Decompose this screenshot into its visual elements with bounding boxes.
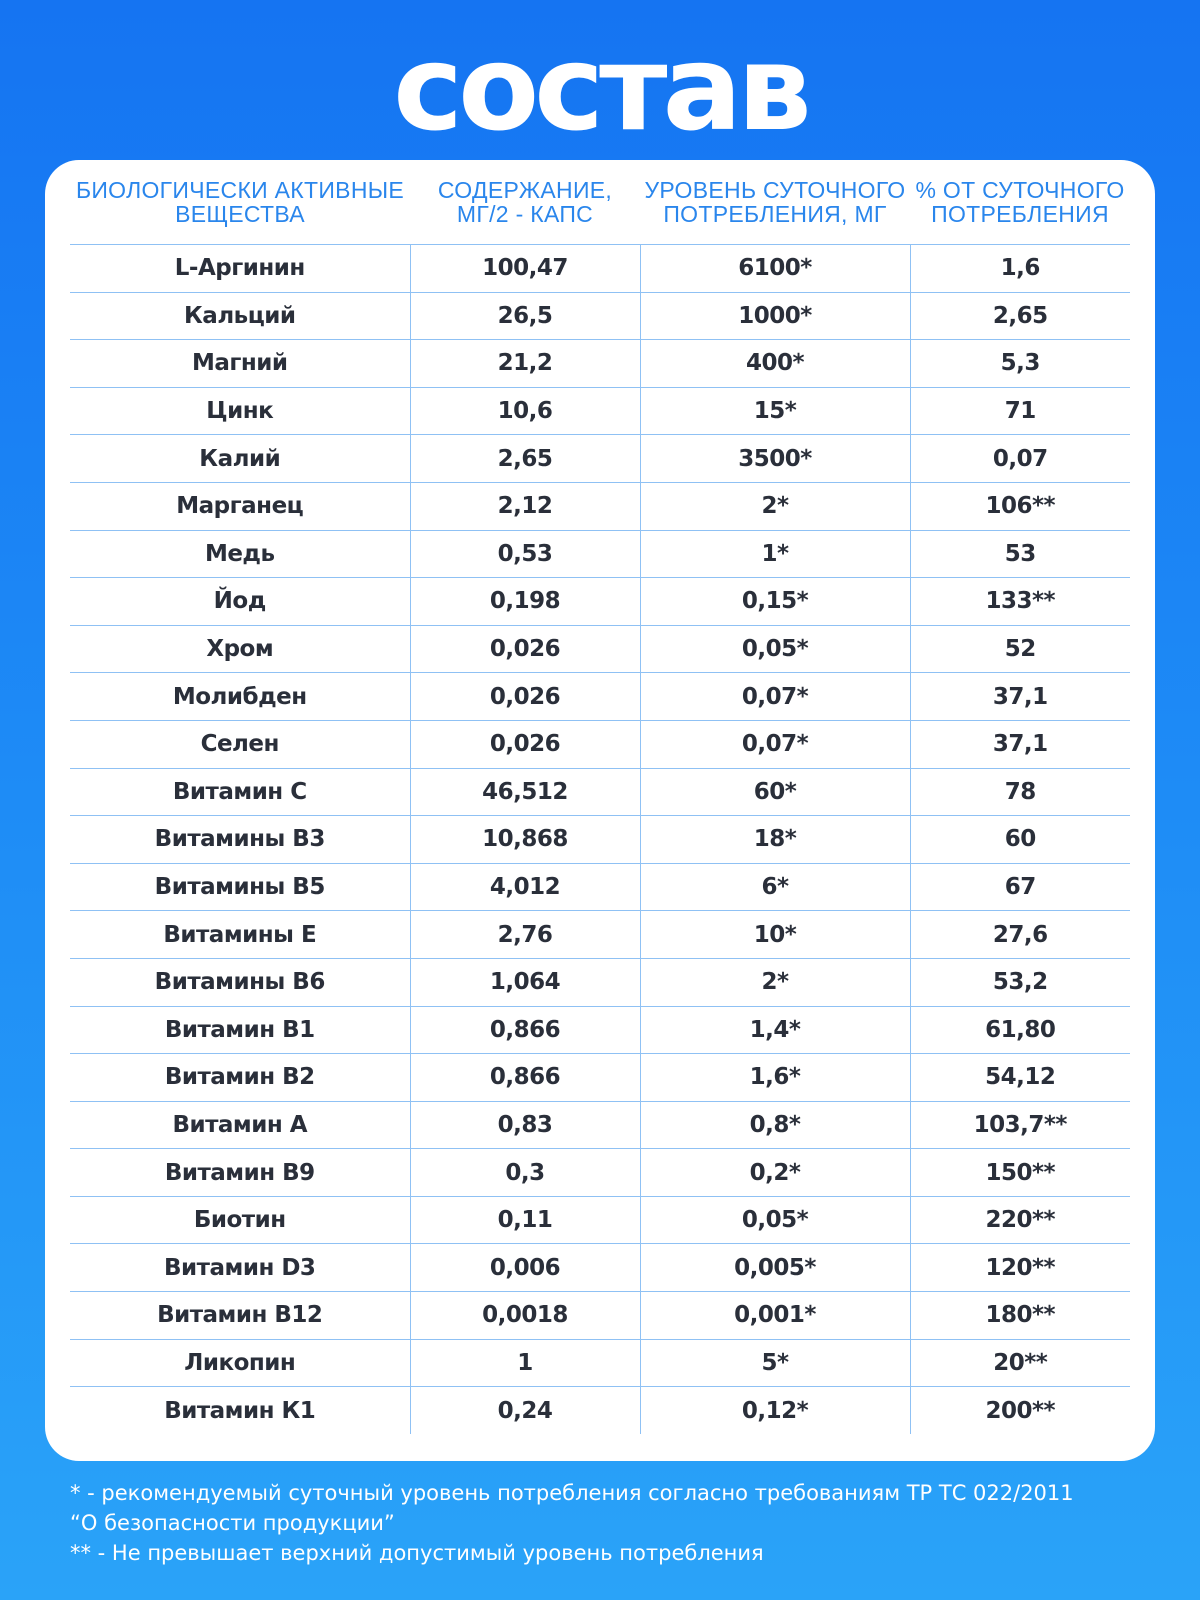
cell-substance: Селен [70,720,410,768]
cell-daily-percent: 200** [910,1387,1130,1434]
cell-daily-level: 0,15* [640,578,910,626]
cell-substance: Хром [70,625,410,673]
cell-daily-percent: 53 [910,530,1130,578]
cell-daily-percent: 71 [910,387,1130,435]
cell-daily-percent: 120** [910,1244,1130,1292]
table-row [70,720,1130,768]
header-daily-percent: % ОТ СУТОЧНОГО ПОТРЕБЛЕНИЯ [910,160,1130,245]
cell-daily-percent: 220** [910,1196,1130,1244]
cell-daily-percent: 61,80 [910,1006,1130,1054]
cell-daily-level: 0,8* [640,1101,910,1149]
table-row [70,1101,1130,1149]
cell-content: 46,512 [410,768,640,816]
cell-content: 0,026 [410,720,640,768]
footnote-2: “О безопасности продукции” [70,1511,395,1535]
table-row [70,578,1130,626]
cell-content: 0,198 [410,578,640,626]
cell-daily-percent: 1,6 [910,245,1130,293]
cell-substance: Витамин В9 [70,1149,410,1197]
cell-daily-level: 1,6* [640,1054,910,1102]
composition-table [70,160,1130,1434]
cell-daily-percent: 133** [910,578,1130,626]
table-row [70,1292,1130,1340]
table-row [70,911,1130,959]
cell-daily-percent: 5,3 [910,340,1130,388]
cell-daily-percent: 37,1 [910,673,1130,721]
cell-daily-level: 18* [640,816,910,864]
cell-daily-level: 0,05* [640,625,910,673]
table-row [70,292,1130,340]
cell-daily-percent: 53,2 [910,958,1130,1006]
cell-daily-level: 1000* [640,292,910,340]
cell-substance: Йод [70,578,410,626]
table-row [70,245,1130,293]
table-row [70,768,1130,816]
cell-daily-percent: 106** [910,482,1130,530]
cell-substance: Медь [70,530,410,578]
footnote-3: ** - Не превышает верхний допустимый уровень потребления [70,1541,764,1565]
header-content: СОДЕРЖАНИЕ, МГ/2 - КАПС [410,160,640,245]
table-row [70,1149,1130,1197]
cell-content: 10,868 [410,816,640,864]
cell-daily-percent: 67 [910,863,1130,911]
cell-substance: Биотин [70,1196,410,1244]
cell-daily-level: 0,12* [640,1387,910,1434]
header-daily-level: УРОВЕНЬ СУТОЧНОГО ПОТРЕБЛЕНИЯ, МГ [640,160,910,245]
page-title: состав [393,19,807,157]
cell-daily-percent: 37,1 [910,720,1130,768]
cell-content: 4,012 [410,863,640,911]
cell-content: 2,65 [410,435,640,483]
table-row [70,1196,1130,1244]
cell-daily-percent: 54,12 [910,1054,1130,1102]
cell-daily-level: 5* [640,1339,910,1387]
table-row [70,816,1130,864]
table-row [70,863,1130,911]
cell-content: 2,12 [410,482,640,530]
cell-daily-percent: 60 [910,816,1130,864]
cell-substance: Витамин В12 [70,1292,410,1340]
footnotes [70,1478,1170,1568]
cell-content: 0,866 [410,1006,640,1054]
table-header-row [70,160,1130,245]
table-row [70,1054,1130,1102]
cell-substance: Витамин К1 [164,1397,316,1424]
table-row [70,1387,1130,1434]
cell-substance: Витамин А [70,1101,410,1149]
cell-substance: Витамин D3 [70,1244,410,1292]
cell-substance: Витамин В2 [70,1054,410,1102]
cell-content: 1,064 [410,958,640,1006]
table-row [70,387,1130,435]
cell-content: 21,2 [410,340,640,388]
cell-substance: L-Аргинин [70,245,410,293]
cell-substance: Марганец [70,482,410,530]
cell-daily-level: 15* [640,387,910,435]
cell-content: 0,24 [410,1387,640,1434]
cell-content: 0,866 [410,1054,640,1102]
cell-daily-level: 60* [640,768,910,816]
cell-content: 10,6 [410,387,640,435]
cell-content: 0,006 [410,1244,640,1292]
table-row [70,958,1130,1006]
table-row [70,482,1130,530]
cell-daily-level: 10* [640,911,910,959]
cell-substance: Витамины В3 [70,816,410,864]
cell-daily-level: 400* [640,340,910,388]
cell-daily-level: 0,07* [640,673,910,721]
table-row [70,530,1130,578]
cell-substance: Калий [70,435,410,483]
table-row [70,673,1130,721]
cell-content: 0,026 [410,625,640,673]
cell-substance: Витамины В6 [70,958,410,1006]
header-substance: БИОЛОГИЧЕСКИ АКТИВНЫЕ ВЕЩЕСТВА [70,160,410,245]
cell-daily-percent: 103,7** [910,1101,1130,1149]
cell-daily-level: 0,005* [640,1244,910,1292]
cell-daily-percent: 78 [910,768,1130,816]
cell-content: 0,53 [410,530,640,578]
cell-daily-level: 0,001* [640,1292,910,1340]
cell-daily-level: 0,2* [640,1149,910,1197]
table-row [70,340,1130,388]
cell-content: 26,5 [410,292,640,340]
cell-daily-level: 0,05* [640,1196,910,1244]
cell-daily-level: 3500* [640,435,910,483]
table-row [70,625,1130,673]
cell-content: 2,76 [410,911,640,959]
table-row [70,435,1130,483]
cell-substance: Витамины В5 [70,863,410,911]
cell-daily-percent: 180** [910,1292,1130,1340]
cell-daily-level: 0,07* [640,720,910,768]
table-row [70,1339,1130,1387]
cell-content: 0,11 [410,1196,640,1244]
cell-daily-percent: 52 [910,625,1130,673]
cell-daily-level: 2* [640,482,910,530]
cell-substance: Витамин В1 [70,1006,410,1054]
cell-daily-percent: 20** [910,1339,1130,1387]
cell-daily-level: 2* [640,958,910,1006]
cell-content: 0,83 [410,1101,640,1149]
composition-card [45,160,1155,1461]
cell-substance: Кальций [70,292,410,340]
cell-substance: Цинк [70,387,410,435]
table-body [70,245,1130,1434]
cell-daily-percent: 150** [910,1149,1130,1197]
cell-substance: Ликопин [70,1339,410,1387]
cell-daily-percent: 0,07 [910,435,1130,483]
cell-content: 1 [410,1339,640,1387]
cell-substance: Витамин С [70,768,410,816]
cell-substance: Молибден [70,673,410,721]
cell-daily-level: 1,4* [640,1006,910,1054]
cell-substance: Витамины Е [70,911,410,959]
cell-content: 0,0018 [410,1292,640,1340]
cell-daily-level: 6* [640,863,910,911]
table-row [70,1006,1130,1054]
table-row [70,1244,1130,1292]
cell-daily-level: 1* [640,530,910,578]
cell-content: 0,026 [410,673,640,721]
cell-content: 0,3 [410,1149,640,1197]
cell-substance: Магний [70,340,410,388]
cell-daily-level: 6100* [640,245,910,293]
cell-daily-percent: 27,6 [910,911,1130,959]
cell-daily-percent: 2,65 [910,292,1130,340]
cell-content: 100,47 [410,245,640,293]
footnote-1: * - рекомендуемый суточный уровень потребления согласно требованиям ТР ТС 022/2011 [70,1481,1074,1505]
